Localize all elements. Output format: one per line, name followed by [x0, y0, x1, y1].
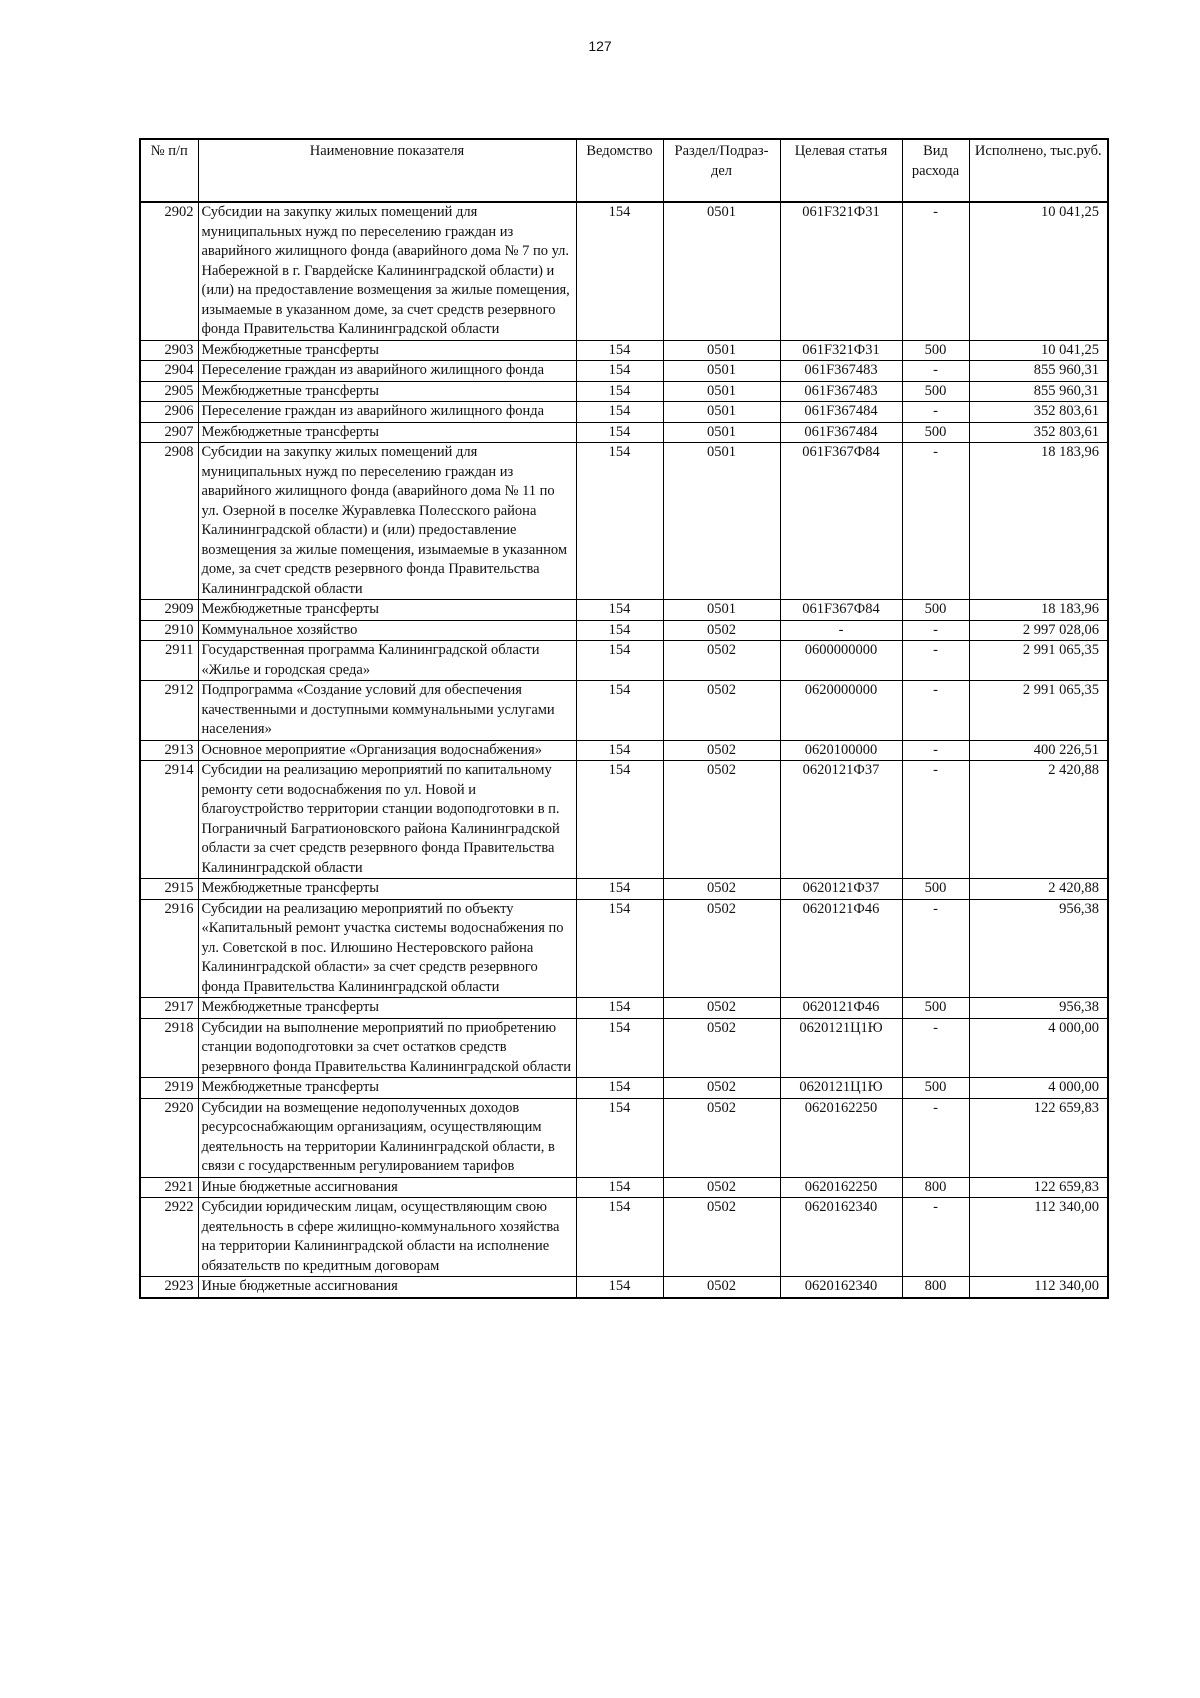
row-section: 0502 [663, 1078, 780, 1099]
row-type: - [902, 620, 969, 641]
row-dept: 154 [576, 879, 663, 900]
row-section: 0502 [663, 879, 780, 900]
row-type: - [902, 641, 969, 681]
row-dept: 154 [576, 443, 663, 600]
header-name: Наименовние показателя [198, 139, 576, 202]
table-row [140, 1078, 1108, 1099]
row-section: 0502 [663, 1098, 780, 1177]
row-name: Коммунальное хозяйство [198, 620, 576, 641]
row-number: 2908 [140, 443, 198, 600]
row-target: 0620121Ц1Ю [780, 1018, 902, 1078]
table-row [140, 620, 1108, 641]
row-target: 0620121Ф46 [780, 998, 902, 1019]
table-row [140, 1198, 1108, 1277]
row-name: Иные бюджетные ассигнования [198, 1177, 576, 1198]
row-dept: 154 [576, 340, 663, 361]
row-amount: 855 960,31 [969, 381, 1108, 402]
row-type: 800 [902, 1277, 969, 1298]
row-amount: 956,38 [969, 998, 1108, 1019]
row-number: 2914 [140, 761, 198, 879]
row-amount: 10 041,25 [969, 340, 1108, 361]
row-amount: 2 420,88 [969, 879, 1108, 900]
row-name: Субсидии на закупку жилых помещений для муниципальных нужд по переселению граждан из аварийного жилищного фонда (аварийного дома № 11 по ул. Озерной в поселке Журавлевка Полесского района Калининградской области) и (или) предоставление возмещения за жилые помещения, изымаемые в указанном доме, за счет средств резервного фонда Правительства Калининградской области [198, 443, 576, 600]
row-type: - [902, 681, 969, 741]
table-row [140, 1177, 1108, 1198]
row-amount: 122 659,83 [969, 1177, 1108, 1198]
table-row [140, 761, 1108, 879]
row-amount: 112 340,00 [969, 1198, 1108, 1277]
row-section: 0501 [663, 402, 780, 423]
row-type: - [902, 402, 969, 423]
table-row [140, 600, 1108, 621]
row-target: 0620162250 [780, 1177, 902, 1198]
row-type: 500 [902, 422, 969, 443]
row-type: 500 [902, 381, 969, 402]
row-type: 500 [902, 340, 969, 361]
row-section: 0501 [663, 202, 780, 340]
row-type: - [902, 361, 969, 382]
row-name: Переселение граждан из аварийного жилищного фонда [198, 402, 576, 423]
page-number: 127 [588, 38, 612, 54]
row-dept: 154 [576, 202, 663, 340]
row-amount: 18 183,96 [969, 600, 1108, 621]
row-dept: 154 [576, 402, 663, 423]
row-section: 0502 [663, 1277, 780, 1298]
row-dept: 154 [576, 422, 663, 443]
row-type: 500 [902, 879, 969, 900]
table-row [140, 443, 1108, 600]
row-dept: 154 [576, 1098, 663, 1177]
row-dept: 154 [576, 1177, 663, 1198]
table-row [140, 899, 1108, 998]
row-number: 2907 [140, 422, 198, 443]
row-name: Межбюджетные трансферты [198, 1078, 576, 1099]
row-amount: 112 340,00 [969, 1277, 1108, 1298]
table-row [140, 1018, 1108, 1078]
row-section: 0502 [663, 1018, 780, 1078]
row-dept: 154 [576, 600, 663, 621]
row-type: - [902, 899, 969, 998]
row-number: 2922 [140, 1198, 198, 1277]
row-name: Межбюджетные трансферты [198, 600, 576, 621]
table-body [140, 202, 1108, 1298]
header-target: Целевая статья [780, 139, 902, 202]
row-target: - [780, 620, 902, 641]
row-name: Иные бюджетные ассигнования [198, 1277, 576, 1298]
row-number: 2903 [140, 340, 198, 361]
row-section: 0502 [663, 620, 780, 641]
row-section: 0502 [663, 899, 780, 998]
table-row [140, 998, 1108, 1019]
row-name: Межбюджетные трансферты [198, 340, 576, 361]
row-target: 0620121Ф37 [780, 879, 902, 900]
row-number: 2921 [140, 1177, 198, 1198]
row-dept: 154 [576, 899, 663, 998]
row-number: 2902 [140, 202, 198, 340]
row-dept: 154 [576, 1078, 663, 1099]
row-type: - [902, 1098, 969, 1177]
row-type: 500 [902, 600, 969, 621]
row-type: - [902, 761, 969, 879]
table-row [140, 1277, 1108, 1298]
table-row [140, 681, 1108, 741]
row-target: 061F367Ф84 [780, 600, 902, 621]
header-amount: Исполнено, тыс.руб. [969, 139, 1108, 202]
row-number: 2917 [140, 998, 198, 1019]
row-amount: 2 997 028,06 [969, 620, 1108, 641]
row-number: 2916 [140, 899, 198, 998]
row-section: 0501 [663, 361, 780, 382]
row-dept: 154 [576, 361, 663, 382]
header-dept: Ведомство [576, 139, 663, 202]
row-number: 2904 [140, 361, 198, 382]
row-target: 061F367483 [780, 361, 902, 382]
row-amount: 2 420,88 [969, 761, 1108, 879]
row-amount: 400 226,51 [969, 740, 1108, 761]
row-dept: 154 [576, 1198, 663, 1277]
row-dept: 154 [576, 620, 663, 641]
row-number: 2911 [140, 641, 198, 681]
row-number: 2918 [140, 1018, 198, 1078]
row-section: 0501 [663, 381, 780, 402]
row-type: - [902, 1018, 969, 1078]
row-target: 061F367484 [780, 402, 902, 423]
row-name: Подпрограмма «Создание условий для обеспечения качественными и доступными коммунальными услугами населения» [198, 681, 576, 741]
row-target: 0620121Ц1Ю [780, 1078, 902, 1099]
table-row [140, 740, 1108, 761]
row-amount: 122 659,83 [969, 1098, 1108, 1177]
row-amount: 4 000,00 [969, 1078, 1108, 1099]
row-amount: 352 803,61 [969, 422, 1108, 443]
row-name: Субсидии на возмещение недополученных доходов ресурсоснабжающим организациям, осуществляющим деятельность на территории Калининградской области, в связи с государственным регулированием тарифов [198, 1098, 576, 1177]
row-name: Переселение граждан из аварийного жилищного фонда [198, 361, 576, 382]
row-amount: 2 991 065,35 [969, 641, 1108, 681]
table-row [140, 879, 1108, 900]
row-target: 061F367483 [780, 381, 902, 402]
row-section: 0502 [663, 761, 780, 879]
row-amount: 956,38 [969, 899, 1108, 998]
header-type: Вид расхода [902, 139, 969, 202]
row-number: 2909 [140, 600, 198, 621]
row-section: 0502 [663, 681, 780, 741]
row-name: Межбюджетные трансферты [198, 381, 576, 402]
row-type: 800 [902, 1177, 969, 1198]
row-target: 0620162340 [780, 1198, 902, 1277]
row-target: 0620121Ф46 [780, 899, 902, 998]
row-dept: 154 [576, 681, 663, 741]
row-number: 2906 [140, 402, 198, 423]
row-section: 0502 [663, 1198, 780, 1277]
row-dept: 154 [576, 761, 663, 879]
row-section: 0502 [663, 1177, 780, 1198]
table-row [140, 202, 1108, 340]
row-target: 0620100000 [780, 740, 902, 761]
row-name: Субсидии на реализацию мероприятий по капитальному ремонту сети водоснабжения по ул. Новой и благоустройство территории станции водоподготовки в п. Пограничный Багратионовского района Калининградской области за счет средств резервного фонда Правительства Калининградской области [198, 761, 576, 879]
row-name: Субсидии юридическим лицам, осуществляющим свою деятельность в сфере жилищно-коммунального хозяйства на территории Калининградской области на исполнение обязательств по кредитным договорам [198, 1198, 576, 1277]
row-amount: 18 183,96 [969, 443, 1108, 600]
budget-table [139, 138, 1109, 1299]
row-dept: 154 [576, 381, 663, 402]
header-num: № п/п [140, 139, 198, 202]
row-amount: 10 041,25 [969, 202, 1108, 340]
row-section: 0502 [663, 998, 780, 1019]
table-header-row [140, 139, 1108, 202]
row-section: 0502 [663, 740, 780, 761]
row-section: 0501 [663, 340, 780, 361]
header-section: Раздел/Подраз-дел [663, 139, 780, 202]
row-type: 500 [902, 1078, 969, 1099]
row-dept: 154 [576, 998, 663, 1019]
row-number: 2920 [140, 1098, 198, 1177]
row-amount: 2 991 065,35 [969, 681, 1108, 741]
table-row [140, 381, 1108, 402]
row-section: 0501 [663, 422, 780, 443]
row-target: 0600000000 [780, 641, 902, 681]
row-name: Основное мероприятие «Организация водоснабжения» [198, 740, 576, 761]
row-section: 0501 [663, 443, 780, 600]
row-name: Субсидии на закупку жилых помещений для муниципальных нужд по переселению граждан из аварийного жилищного фонда (аварийного дома № 7 по ул. Набережной в г. Гвардейске Калининградской области) и (или) на предоставление возмещения за жилые помещения, изымаемые в указанном доме, за счет средств резервного фонда Правительства Калининградской области [198, 202, 576, 340]
row-type: - [902, 202, 969, 340]
row-number: 2915 [140, 879, 198, 900]
row-type: 500 [902, 998, 969, 1019]
row-target: 0620162250 [780, 1098, 902, 1177]
table-row [140, 402, 1108, 423]
row-name: Субсидии на реализацию мероприятий по объекту «Капитальный ремонт участка системы водоснабжения по ул. Советской в пос. Илюшино Нестеровского района Калининградской области» за счет средств резервного фонда Правительства Калининградской области [198, 899, 576, 998]
row-name: Межбюджетные трансферты [198, 422, 576, 443]
row-name: Межбюджетные трансферты [198, 998, 576, 1019]
row-dept: 154 [576, 740, 663, 761]
table-row [140, 340, 1108, 361]
row-number: 2923 [140, 1277, 198, 1298]
row-target: 061F321Ф31 [780, 340, 902, 361]
row-dept: 154 [576, 1277, 663, 1298]
row-target: 0620162340 [780, 1277, 902, 1298]
table-row [140, 1098, 1108, 1177]
row-name: Межбюджетные трансферты [198, 879, 576, 900]
row-number: 2912 [140, 681, 198, 741]
row-amount: 855 960,31 [969, 361, 1108, 382]
row-section: 0501 [663, 600, 780, 621]
row-type: - [902, 443, 969, 600]
row-dept: 154 [576, 641, 663, 681]
row-target: 061F321Ф31 [780, 202, 902, 340]
row-number: 2910 [140, 620, 198, 641]
row-type: - [902, 1198, 969, 1277]
row-number: 2905 [140, 381, 198, 402]
row-name: Субсидии на выполнение мероприятий по приобретению станции водоподготовки за счет остатков средств резервного фонда Правительства Калининградской области [198, 1018, 576, 1078]
row-dept: 154 [576, 1018, 663, 1078]
row-section: 0502 [663, 641, 780, 681]
table-row [140, 422, 1108, 443]
row-amount: 4 000,00 [969, 1018, 1108, 1078]
row-type: - [902, 740, 969, 761]
table-row [140, 641, 1108, 681]
table-row [140, 361, 1108, 382]
row-target: 0620121Ф37 [780, 761, 902, 879]
row-target: 061F367Ф84 [780, 443, 902, 600]
row-amount: 352 803,61 [969, 402, 1108, 423]
row-name: Государственная программа Калининградской области «Жилье и городская среда» [198, 641, 576, 681]
row-number: 2913 [140, 740, 198, 761]
row-target: 061F367484 [780, 422, 902, 443]
row-number: 2919 [140, 1078, 198, 1099]
row-target: 0620000000 [780, 681, 902, 741]
